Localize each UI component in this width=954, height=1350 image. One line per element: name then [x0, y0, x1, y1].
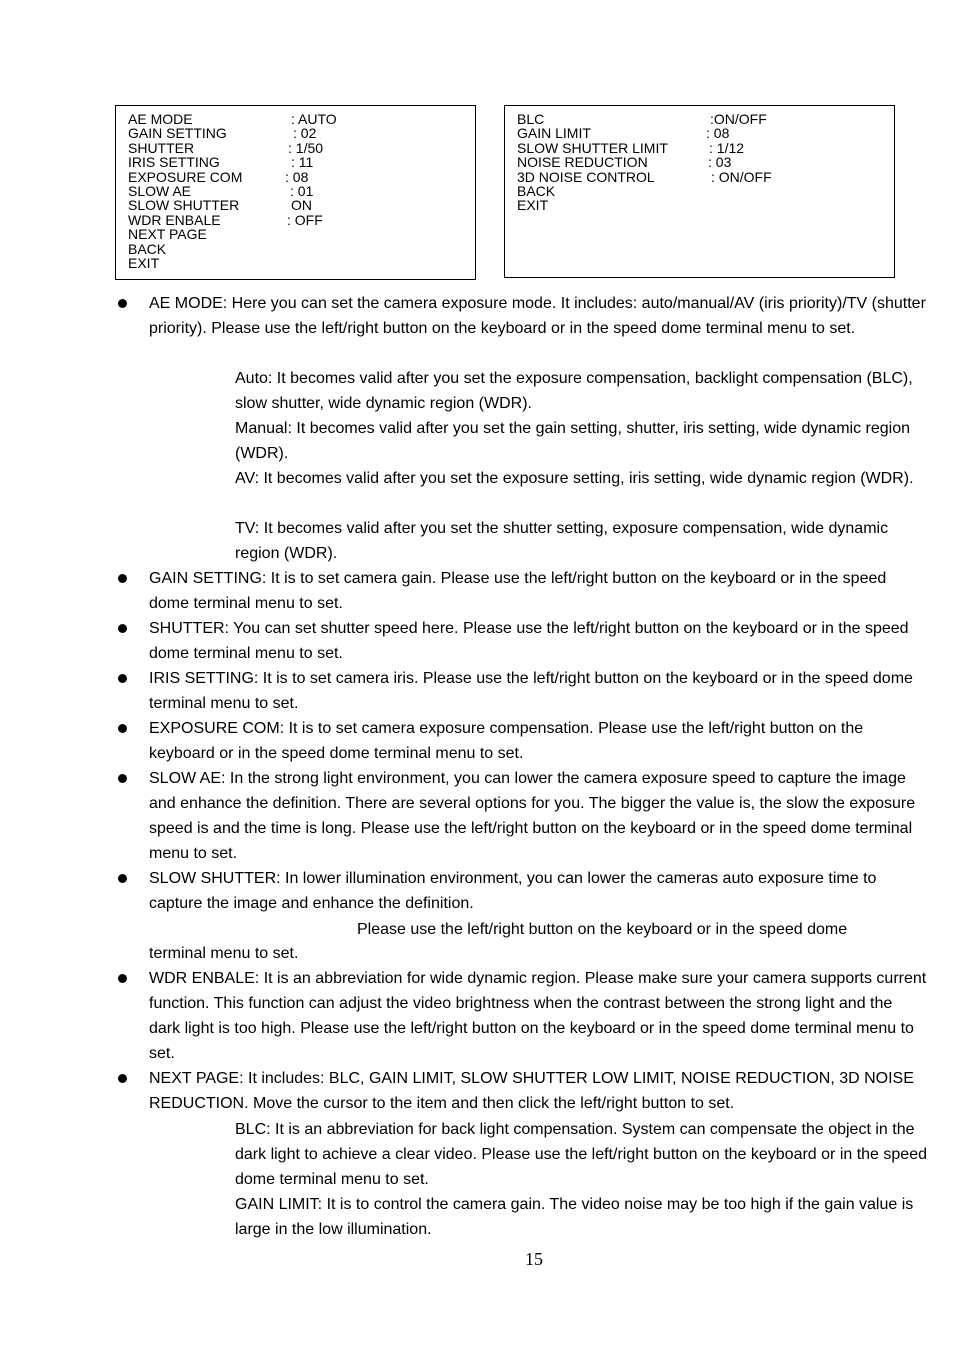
- bullet-icon: [118, 774, 127, 783]
- menu-label: WDR ENBALE: [128, 211, 221, 228]
- ae-mode-tv: TV: It becomes valid after you set the shutter setting, exposure compensation, wide dynamic region (WDR).: [235, 520, 889, 562]
- menu-label: GAIN LIMIT: [517, 125, 591, 142]
- menu-label: SLOW SHUTTER: [128, 197, 240, 214]
- menu-value: : AUTO: [291, 111, 337, 127]
- bullet-text: SLOW AE: In the strong light environment, you can lower the camera exposure speed to capture the image and enhance the definition. There are several options for you. The bigger the value is, the slow the exposure speed is and the time is long. Please use the left/right button on the keyboard or in the speed dome terminal menu to set.: [149, 770, 916, 862]
- menu-value: : 08: [706, 125, 730, 142]
- menu-value: :ON/OFF: [710, 111, 767, 127]
- menu-label: NOISE REDUCTION: [517, 154, 648, 171]
- page-number: 15: [525, 1249, 543, 1269]
- menu-value: : 03: [708, 154, 732, 171]
- menu-label: AE MODE: [128, 111, 193, 127]
- menu-label: NEXT PAGE: [128, 226, 207, 243]
- menu-label: EXIT: [517, 197, 549, 214]
- menu-label: EXIT: [128, 255, 160, 271]
- menu-page-2: [504, 105, 895, 278]
- menu-label: IRIS SETTING: [128, 154, 220, 171]
- menu-label: BLC: [517, 111, 545, 127]
- bullet-text: SLOW SHUTTER: In lower illumination environment, you can lower the cameras auto exposure time to capture the image and enhance the definition.: [149, 870, 877, 912]
- bullet-icon: [118, 574, 127, 583]
- menu-value: : 02: [293, 125, 317, 142]
- ae-mode-manual: Manual: It becomes valid after you set the gain setting, shutter, iris setting, wide dynamic region (WDR).: [235, 420, 911, 462]
- menu-value: : 11: [291, 154, 314, 171]
- menu-value: : 1/50: [288, 139, 324, 156]
- bullet-icon: [118, 299, 127, 308]
- menu-label: SLOW SHUTTER LIMIT: [517, 139, 668, 156]
- next-page-blc: BLC: It is an abbreviation for back light compensation. System can compensate the object in the dark light to achieve a clear video. Please use the left/right button on the keyboard or in the speed dome terminal menu to set.: [235, 1121, 927, 1188]
- menu-label: SLOW AE: [128, 183, 192, 199]
- bullet-text: EXPOSURE COM: It is to set camera exposure compensation. Please use the left/right button on the keyboard or in the speed dome terminal menu to set.: [149, 720, 864, 762]
- menu-label: EXPOSURE COM: [128, 168, 243, 185]
- bullet-text: WDR ENBALE: It is an abbreviation for wide dynamic region. Please make sure your camera supports current function. This function can adjust the video brightness when the contrast between the strong light and the dark light is too high. Please use the left/right button on the keyboard or in the speed dome terminal menu to set.: [149, 970, 927, 1062]
- bullet-icon: [118, 674, 127, 683]
- bullet-text: GAIN SETTING: It is to set camera gain. Please use the left/right button on the keyboard or in the speed dome terminal menu to set.: [149, 570, 887, 612]
- slow-shutter-note-line-2: terminal menu to set.: [149, 945, 299, 962]
- menu-label: GAIN SETTING: [128, 125, 227, 142]
- bullet-text: SHUTTER: You can set shutter speed here. Please use the left/right button on the keyboard or in the speed dome terminal menu to set.: [149, 620, 909, 662]
- ae-mode-auto: Auto: It becomes valid after you set the exposure compensation, backlight compensation (BLC), slow shutter, wide dynamic region (WDR).: [235, 370, 913, 412]
- menu-value: : 01: [290, 183, 314, 199]
- bullet-text: NEXT PAGE: It includes: BLC, GAIN LIMIT, SLOW SHUTTER LOW LIMIT, NOISE REDUCTION, 3D NOISE REDUCTION. Move the cursor to the item and then click the left/right button to set.: [149, 1070, 914, 1112]
- menu-label: SHUTTER: [128, 139, 195, 156]
- slow-shutter-note-line-1: Please use the left/right button on the keyboard or in the speed dome: [357, 921, 848, 938]
- bullet-icon: [118, 724, 127, 733]
- bullet-icon: [118, 974, 127, 983]
- menu-value: : ON/OFF: [711, 168, 772, 185]
- menu-value: : 08: [285, 168, 309, 185]
- menu-label: 3D NOISE CONTROL: [517, 168, 655, 185]
- menu-page-1: [115, 105, 476, 280]
- bullet-icon: [118, 874, 127, 883]
- next-page-gain-limit: GAIN LIMIT: It is to control the camera gain. The video noise may be too high if the gain value is large in the low illumination.: [235, 1196, 914, 1238]
- bullet-icon: [118, 624, 127, 633]
- bullet-icon: [118, 1074, 127, 1083]
- menu-label: BACK: [517, 183, 556, 199]
- menu-value: : OFF: [287, 211, 323, 228]
- bullet-text: IRIS SETTING: It is to set camera iris. Please use the left/right button on the keyboard or in the speed dome terminal menu to set.: [149, 670, 913, 712]
- menu-value: : 1/12: [709, 139, 745, 156]
- menu-label: BACK: [128, 240, 167, 257]
- bullet-text: AE MODE: Here you can set the camera exposure mode. It includes: auto/manual/AV (iris priority)/TV (shutter priority). Please use the left/right button on the keyboard or in the speed dome terminal menu to set.: [149, 295, 926, 337]
- menu-value: ON: [291, 197, 312, 214]
- ae-mode-av: AV: It becomes valid after you set the exposure setting, iris setting, wide dynamic region (WDR).: [235, 470, 914, 487]
